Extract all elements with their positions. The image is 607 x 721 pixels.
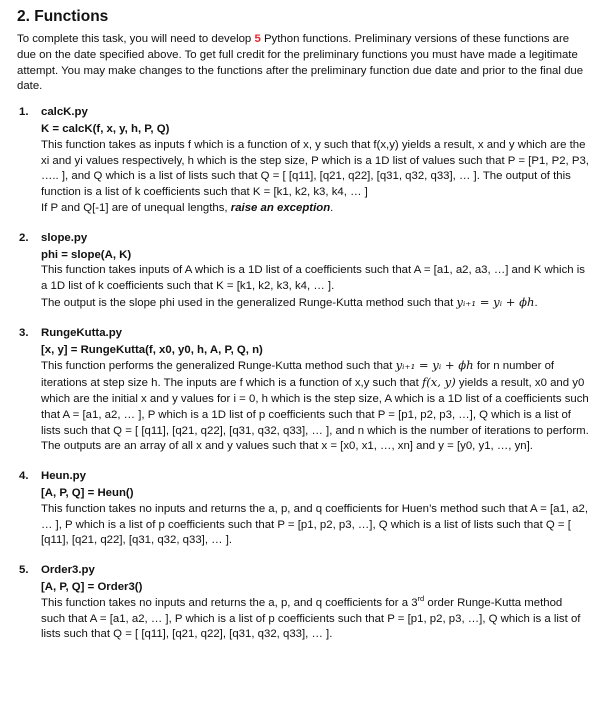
item-number: 1. — [19, 106, 29, 119]
function-item-order3 — [17, 563, 589, 643]
function-filename: calcK.py — [41, 106, 88, 119]
item-number: 4. — [19, 470, 29, 483]
rk-formula: yᵢ₊₁ = yᵢ + ϕh — [395, 358, 474, 373]
ordinal-suffix: rd — [417, 593, 425, 603]
output-note-end: . — [534, 296, 538, 309]
exception-note — [41, 201, 589, 217]
exception-emphasis: raise an exception — [230, 201, 331, 214]
item-number: 5. — [19, 564, 29, 577]
intro-text-after: Python functions. Preliminary versions of these functions are due on the date specified above. To get full credit for the preliminary functions you must have made a legitimate attempt. You may make changes to the functions after the preliminary function due date and prior to the final due date. — [17, 33, 584, 93]
output-note-text: The output is the slope phi used in the generalized Runge-Kutta method such that — [41, 296, 457, 309]
function-signature: [x, y] = RungeKutta(f, x0, y0, h, A, P, Q, n) — [41, 343, 263, 356]
function-signature: K = calcK(f, x, y, h, P, Q) — [41, 122, 170, 135]
function-filename: Order3.py — [41, 564, 95, 577]
function-signature: [A, P, Q] = Heun() — [41, 486, 134, 499]
function-description — [41, 358, 589, 455]
desc-text-3: yields a result, x0 and y0 which are the initial x and y values for i = 0, h which is the step size, A which is a 1D list of a coefficients such that A = [a1, a2, … ], P which is a 1D list of p coefficients such that P = [p1, p2, p3, …], Q which is a list of lists such that Q = [ [q11], [q21, q22], [q31, q32, q33], … ], and n which is the number of iterations to perform. The outputs are an array of all x and y values such that x = [x0, x1, …, xn] and y = [y0, y1, …, yn]. — [41, 377, 589, 453]
function-count: 5 — [254, 33, 261, 45]
function-item-calck — [17, 105, 589, 217]
desc-text-1: This function takes no inputs and returns the a, p, and q coefficients for a 3 — [41, 596, 418, 609]
desc-text-2: for n number of iterations at step size h. The inputs are f which is a function of x,y such that — [41, 360, 555, 390]
function-list — [17, 105, 589, 643]
item-number: 3. — [19, 326, 29, 339]
intro-paragraph — [17, 32, 589, 95]
function-item-slope — [17, 231, 589, 312]
exception-note-end: . — [330, 201, 334, 214]
function-filename: slope.py — [41, 231, 88, 244]
function-description: This function takes as inputs f which is a function of x, y such that f(x,y) yields a result, x and y which are the xi and yi values respectively, h which is the step size, P which is a 1D list of values such that P = [P1, P2, P3, ….. ], and Q which is a list of lists such that Q = [ [q11], [q21, q22], [q31, q32, q33], … ]. The output of this function is a list of k coefficients such that K = [k1, k2, k3, k4, … ] — [41, 138, 589, 199]
function-filename: RungeKutta.py — [41, 326, 122, 339]
function-item-heun — [17, 469, 589, 549]
function-description: This function takes no inputs and returns the a, p, and q coefficients for Huen’s method such that A = [a1, a2, … ], P which is a list of p coefficients such that P = [p1, p2, p3, …], Q which is a list of lists such that Q = [ [q11], [q21, q22], [q31, q32, q33], … ]. — [41, 502, 588, 547]
function-signature: phi = slope(A, K) — [41, 248, 132, 261]
function-item-rungekutta — [17, 326, 589, 455]
desc-text-1: This function performs the generalized Runge-Kutta method such that — [41, 360, 396, 373]
intro-text-before: To complete this task, you will need to develop — [17, 33, 255, 45]
function-description — [41, 593, 589, 643]
function-signature: [A, P, Q] = Order3() — [41, 580, 143, 593]
item-number: 2. — [19, 231, 29, 244]
output-note — [41, 295, 589, 312]
function-description: This function takes inputs of A which is a 1D list of a coefficients such that A = [a1, a2, a3, …] and K which is a 1D list of k coefficients such that K = [k1, k2, k3, k4, … ]. — [41, 264, 585, 293]
fxy-formula: f(x, y) — [421, 375, 456, 390]
section-heading: 2. Functions — [17, 8, 109, 25]
exception-note-text: If P and Q[-1] are of unequal lengths, — [41, 201, 231, 214]
desc-text-2: order Runge-Kutta method such that A = [a1, a2, … ], P which is a list of p coefficients such that P = [p1, p2, p3, …], Q which is a list of lists such that Q = [ [q11], [q21, q22], [q31, q32, q33], … ]. — [41, 596, 581, 641]
rk-formula: yᵢ₊₁ = yᵢ + ϕh — [456, 294, 535, 309]
function-filename: Heun.py — [41, 470, 86, 483]
